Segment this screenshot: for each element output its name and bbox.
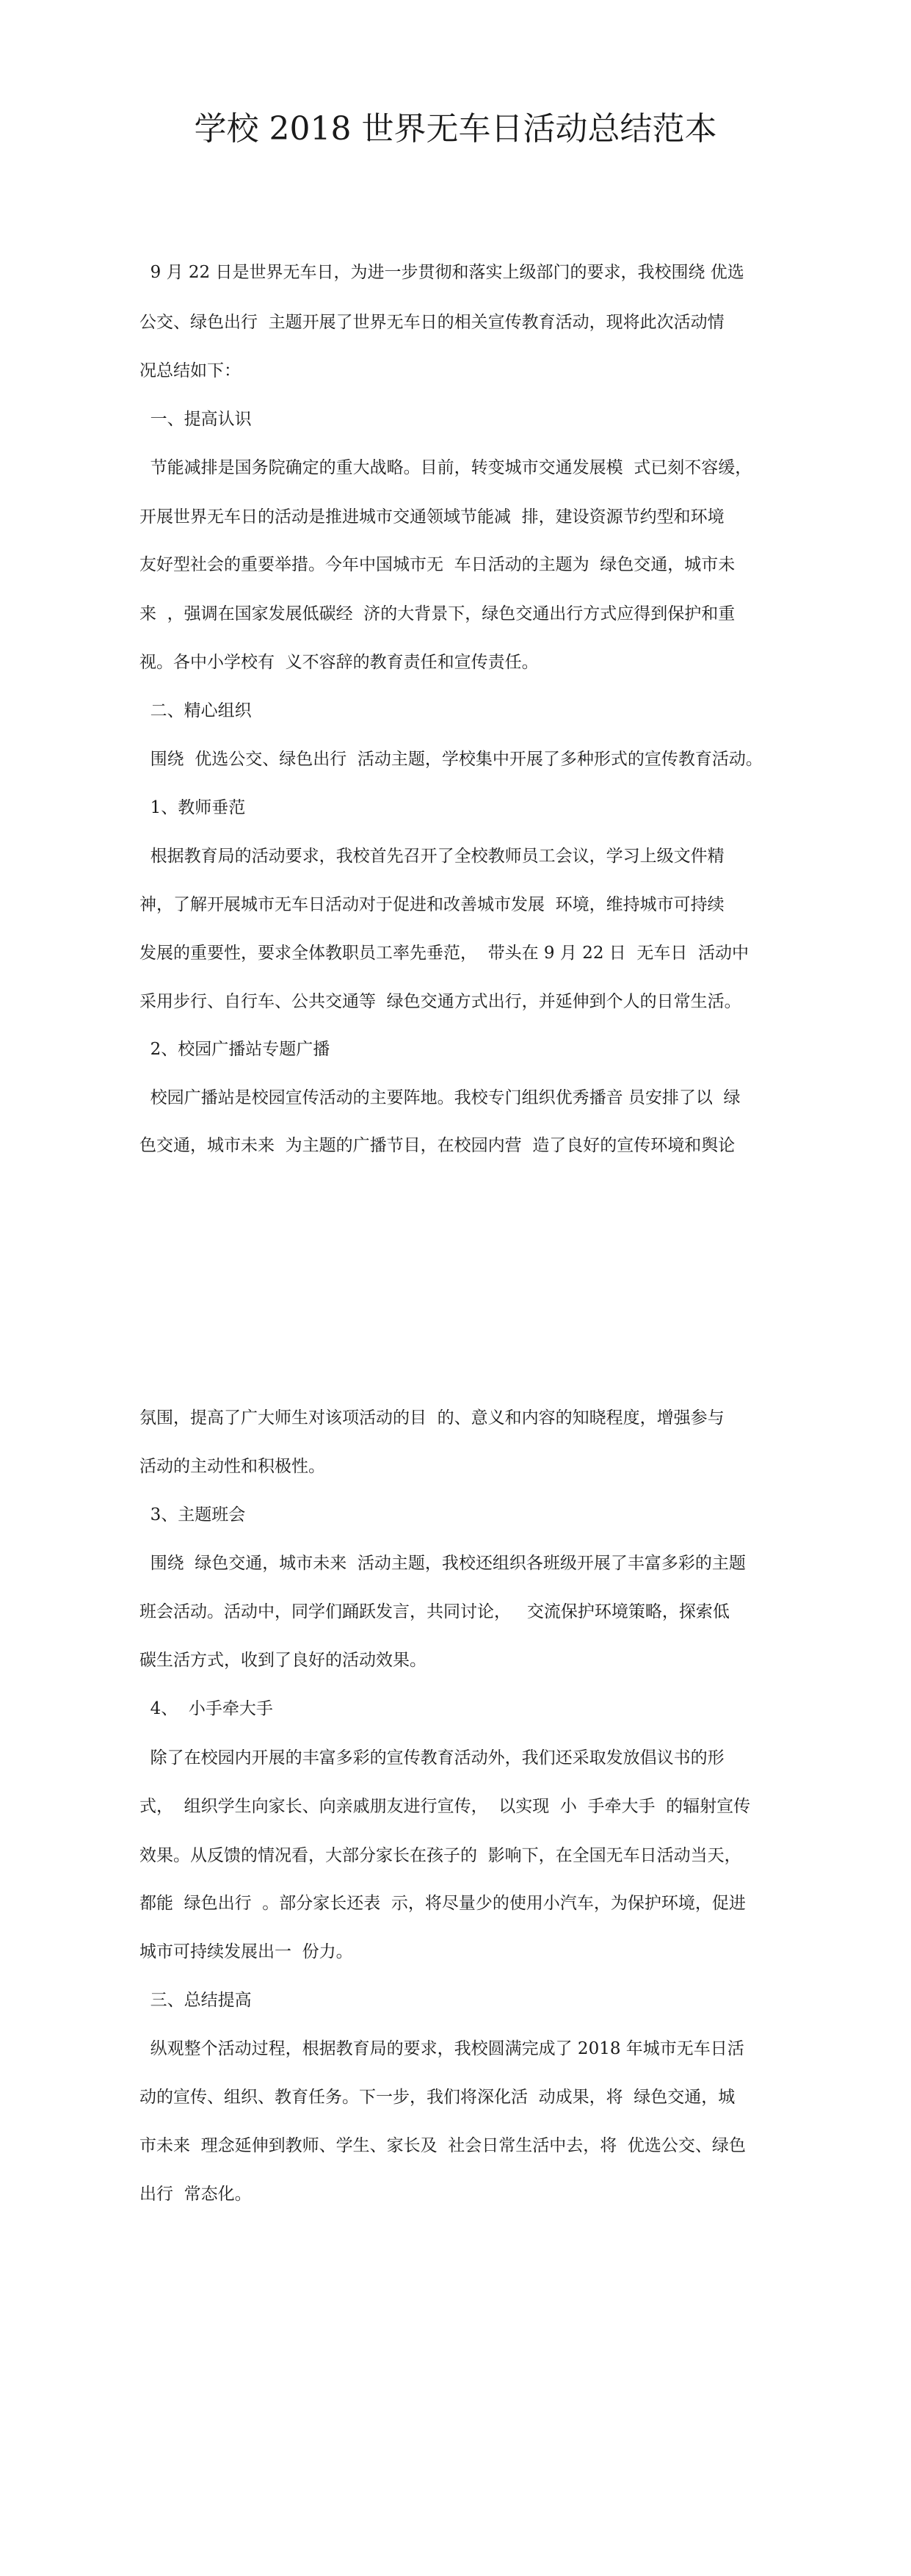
paragraph-line: 出行 常态化。	[139, 2185, 252, 2204]
subsection-heading: 1、教师垂范	[139, 798, 246, 817]
paragraph-line: 来 ，强调在国家发展低碳经 济的大背景下，绿色交通出行方式应得到保护和重	[139, 604, 736, 623]
paragraph-line: 式， 组织学生向家长、向亲戚朋友进行宣传， 以实现 小 手牵大手 的辐射宣传	[139, 1797, 751, 1816]
subsection-heading: 3、主题班会	[139, 1505, 246, 1524]
paragraph-line: 校园广播站是校园宣传活动的主要阵地。我校专门组织优秀播音 员安排了以 绿	[139, 1088, 741, 1107]
paragraph-line: 城市可持续发展出一 份力。	[139, 1942, 353, 1961]
subsection-heading: 4、 小手牵大手	[139, 1699, 273, 1718]
paragraph-line: 采用步行、自行车、公共交通等 绿色交通方式出行，并延伸到个人的日常生活。	[139, 992, 741, 1011]
paragraph-line: 班会活动。活动中，同学们踊跃发言，共同讨论， 交流保护环境策略，探索低	[139, 1602, 730, 1621]
paragraph-line: 围绕 绿色交通，城市未来 活动主题，我校还组织各班级开展了丰富多彩的主题	[139, 1554, 746, 1573]
paragraph-line: 效果。从反馈的情况看，大部分家长在孩子的 影响下，在全国无车日活动当天，	[139, 1846, 741, 1865]
paragraph-line: 围绕 优选公交、绿色出行 活动主题，学校集中开展了多种形式的宣传教育活动。	[139, 750, 763, 769]
paragraph-line: 除了在校园内开展的丰富多彩的宣传教育活动外，我们还采取发放倡议书的形	[139, 1748, 725, 1768]
paragraph-line: 活动的主动性和积极性。	[139, 1457, 325, 1476]
paragraph-line: 色交通，城市未来 为主题的广播节目，在校园内营 造了良好的宣传环境和舆论	[139, 1136, 736, 1155]
paragraph-line: 都能 绿色出行 。部分家长还表 示，将尽量少的使用小汽车，为保护环境，促进	[139, 1894, 746, 1913]
paragraph-line: 友好型社会的重要举措。今年中国城市无 车日活动的主题为 绿色交通，城市未	[139, 555, 736, 574]
paragraph-line: 纵观整个活动过程，根据教育局的要求，我校圆满完成了 2018 年城市无车日活	[139, 2039, 744, 2058]
paragraph-line: 碳生活方式，收到了良好的活动效果。	[139, 1651, 427, 1670]
section-heading: 二、精心组织	[139, 701, 252, 720]
paragraph-line: 9 月 22 日是世界无车日，为进一步贯彻和落实上级部门的要求，我校围绕 优选	[139, 263, 744, 282]
paragraph-line: 氛围，提高了广大师生对该项活动的目 的、意义和内容的知晓程度，增强参与	[139, 1408, 725, 1428]
paragraph-line: 动的宣传、组织、教育任务。下一步，我们将深化活 动成果，将 绿色交通，城	[139, 2088, 736, 2107]
paragraph-line: 况总结如下：	[139, 361, 241, 380]
paragraph-line: 神，了解开展城市无车日活动对于促进和改善城市发展 环境，维持城市可持续	[139, 895, 725, 914]
section-heading: 三、总结提高	[139, 1991, 252, 2010]
document-title: 学校 2018 世界无车日活动总结范本	[194, 110, 717, 148]
paragraph-line: 市未来 理念延伸到教师、学生、家长及 社会日常生活中去，将 优选公交、绿色	[139, 2136, 746, 2155]
paragraph-line: 开展世界无车日的活动是推进城市交通领域节能减 排，建设资源节约型和环境	[139, 507, 725, 527]
paragraph-line: 视。各中小学校有 义不容辞的教育责任和宣传责任。	[139, 653, 539, 672]
paragraph-line: 节能减排是国务院确定的重大战略。目前，转变城市交通发展模 式已刻不容缓，	[139, 458, 752, 477]
paragraph-line: 公交、绿色出行 主题开展了世界无车日的相关宣传教育活动，现将此次活动情	[139, 313, 725, 332]
paragraph-line: 发展的重要性，要求全体教职员工率先垂范， 带头在 9 月 22 日 无车日 活动中	[139, 944, 750, 963]
subsection-heading: 2、校园广播站专题广播	[139, 1040, 330, 1059]
paragraph-line: 根据教育局的活动要求，我校首先召开了全校教师员工会议，学习上级文件精	[139, 847, 725, 866]
section-heading: 一、提高认识	[139, 410, 252, 429]
